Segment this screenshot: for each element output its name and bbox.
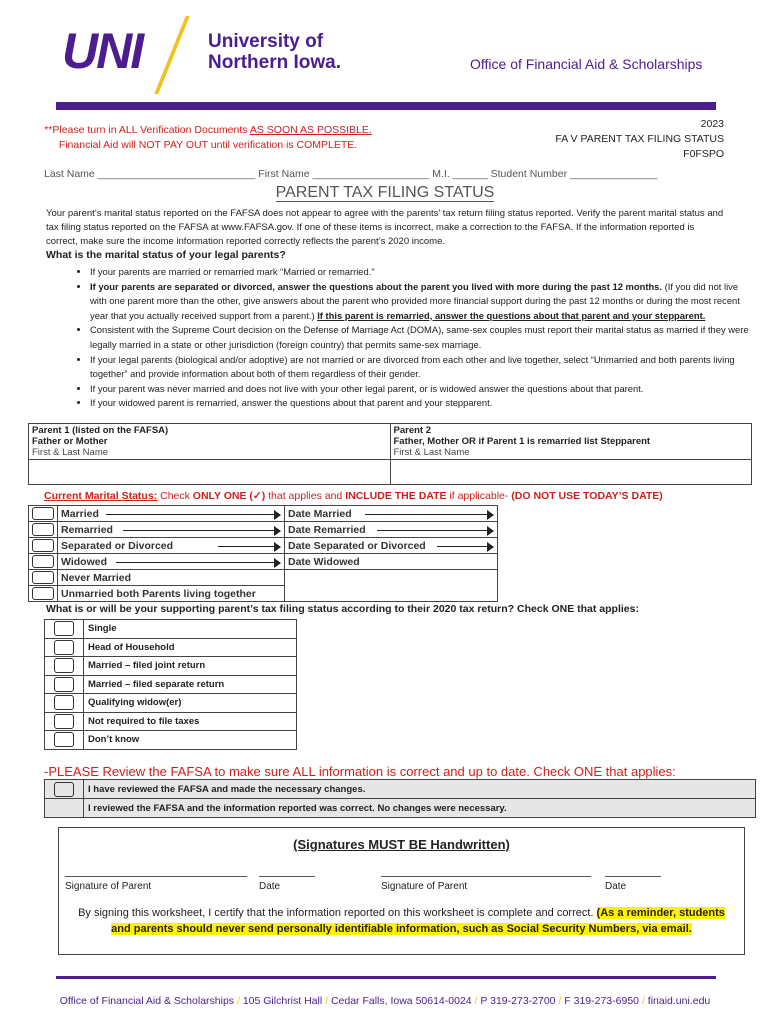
verification-notice (28, 123, 388, 153)
signature-section (58, 827, 745, 955)
review-table (44, 779, 756, 818)
office-name: Office of Financial Aid & Scholarships (470, 56, 703, 72)
parent1-header: Parent 1 (listed on the FAFSA) Father or Mother First & Last Name (29, 424, 391, 460)
date2-line[interactable] (605, 876, 661, 877)
logo-divider (154, 16, 190, 94)
date-married[interactable]: Date Married (285, 506, 498, 522)
university-line1: University of (208, 31, 324, 52)
table-row: Don’t know (45, 731, 297, 750)
student-name-fields[interactable]: Last Name ___________________________ First Name ____________________ M.I. ______ Student Number _______________ (44, 168, 658, 180)
instructions-list (62, 265, 750, 411)
table-row: Head of Household (45, 638, 297, 657)
table-row: Separated or Divorced Date Separated or Divorced (29, 538, 498, 554)
university-line2: Northern Iowa. (208, 52, 342, 73)
tax-status-question: What is or will be your supporting parent’s tax filing status according to their 2020 tax return? Check ONE that applies: (46, 603, 639, 615)
table-row: Widowed Date Widowed (29, 554, 498, 570)
list-item: • If your legal parents (biological and/or adoptive) are not married or are divorced from each other and live together, select “Unmarried and both parents living together” and provide information about both of them regardless of their gender. (90, 353, 750, 382)
table-row: I have reviewed the FAFSA and made the necessary changes. (45, 780, 756, 799)
parent1-name-input[interactable] (29, 460, 391, 485)
footer-bar (56, 976, 716, 979)
tax-status-table (44, 619, 297, 750)
uni-logo: UNI (62, 23, 143, 79)
signature-title: (Signatures MUST BE Handwritten) (293, 837, 510, 852)
list-item: • If your widowed parent is remarried, answer the questions about that parent and your stepparent. (90, 396, 750, 411)
notice-line2: Financial Aid will NOT PAY OUT until verification is COMPLETE. (58, 139, 358, 151)
date2-label: Date (605, 881, 627, 892)
checkbox-not-required[interactable] (45, 712, 84, 731)
list-item: • Consistent with the Supreme Court decision on the Defense of Marriage Act (DOMA), same-sex couples must report their marital status as married if they were legally married in a state or other jurisdiction (foreign country) that permits same-sex marriage. (90, 323, 750, 352)
form-info (520, 117, 724, 162)
date1-label: Date (259, 881, 281, 892)
table-row: Unmarried both Parents living together (29, 586, 498, 602)
table-row: Married – filed separate return (45, 675, 297, 694)
checkbox-dont-know[interactable] (45, 731, 84, 750)
date-separated[interactable]: Date Separated or Divorced (285, 538, 498, 554)
checkbox-head-of-household[interactable] (45, 638, 84, 657)
table-row: Never Married (29, 570, 498, 586)
checkbox-married-joint[interactable] (45, 657, 84, 676)
intro-paragraph: Your parent’s marital status reported on the FAFSA does not appear to agree with the parents’ tax return filing status reported. Verify the parent marital status and tax filing status reported on the FAFSA at www.FAFSA.gov. If one of these items is incorrect, make a correction to the FAFSA. If the information reported is correct, make sure the income information reported correctly reflects the parent’s 2020 income. (46, 208, 724, 247)
marital-status-heading: Current Marital Status: Check ONLY ONE (✓) that applies and INCLUDE THE DATE if applicable- (DO NOT USE TODAY’S DATE) (44, 490, 663, 502)
footer-website-link[interactable]: finaid.uni.edu (647, 995, 711, 1007)
notice-underlined: AS SOON AS POSSIBLE. (249, 124, 372, 136)
date-widowed[interactable]: Date Widowed (285, 554, 498, 570)
checkbox-married-separate[interactable] (45, 675, 84, 694)
checkbox-separated[interactable] (29, 538, 58, 554)
date1-line[interactable] (259, 876, 315, 877)
university-name (208, 31, 341, 73)
footer: Office of Financial Aid & Scholarships / 105 Gilchrist Hall / Cedar Falls, Iowa 50614-0024 / P 319-273-2700 / F 319-273-6950 / finaid.uni.edu (59, 995, 711, 1007)
marital-question: What is the marital status of your legal parents? (46, 249, 286, 261)
checkbox-single[interactable] (45, 620, 84, 639)
sig1-label: Signature of Parent (65, 881, 152, 892)
date-remarried[interactable]: Date Remarried (285, 522, 498, 538)
table-row: Married – filed joint return (45, 657, 297, 676)
parent-table (28, 423, 752, 485)
list-item: • If your parents are married or remarried mark “Married or remarried.” (90, 265, 750, 280)
list-item: • If your parents are separated or divorced, answer the questions about the parent you lived with more during the past 12 months. (If you did not live with one parent more than the other, give answers about the parent who provided more financial support during the past 12 months or during the most recent year that you actually received support from a parent.) If this parent is remarried, answer the questions about that parent and your stepparent. (90, 280, 750, 324)
parent2-name-input[interactable] (390, 460, 752, 485)
checkbox-no-changes[interactable] (45, 799, 84, 818)
table-row: Not required to file taxes (45, 712, 297, 731)
checkbox-qualifying-widow[interactable] (45, 694, 84, 713)
checkbox-never-married[interactable] (29, 570, 58, 586)
parent2-header: Parent 2 Father, Mother OR if Parent 1 is remarried list Stepparent First & Last Name (390, 424, 752, 460)
table-row: Qualifying widow(er) (45, 694, 297, 713)
marital-status-table (28, 505, 498, 602)
checkbox-widowed[interactable] (29, 554, 58, 570)
notice-line1: **Please turn in ALL Verification Documents (44, 124, 250, 136)
table-row: Single (45, 620, 297, 639)
checkbox-made-changes[interactable] (45, 780, 84, 799)
table-row: I reviewed the FAFSA and the information reported was correct. No changes were necessary. (45, 799, 756, 818)
table-row: Married Date Married (29, 506, 498, 522)
review-heading: -PLEASE Review the FAFSA to make sure ALL information is correct and up to date. Check ONE that applies: (44, 764, 676, 779)
sig2-label: Signature of Parent (381, 881, 468, 892)
checkbox-married[interactable] (29, 506, 58, 522)
page-title (0, 184, 770, 202)
parent2-signature-line[interactable] (381, 876, 591, 877)
page-title-text: PARENT TAX FILING STATUS (275, 184, 495, 201)
certification-text: By signing this worksheet, I certify that the information reported on this worksheet is complete and correct. (As a reminder, students and parents should never send personally identifiable information, such as Social Security Numbers, via email. (78, 907, 725, 935)
table-row: Remarried Date Remarried (29, 522, 498, 538)
form-name: FA V PARENT TAX FILING STATUS (555, 133, 724, 145)
parent1-signature-line[interactable] (65, 876, 247, 877)
header-bar (56, 102, 716, 110)
checkbox-remarried[interactable] (29, 522, 58, 538)
form-code: F0FSPO (683, 148, 724, 160)
checkbox-unmarried-together[interactable] (29, 586, 58, 602)
list-item: • If your parent was never married and does not live with your other legal parent, or is widowed answer the questions about that parent. (90, 382, 750, 397)
form-year: 2023 (700, 118, 724, 130)
